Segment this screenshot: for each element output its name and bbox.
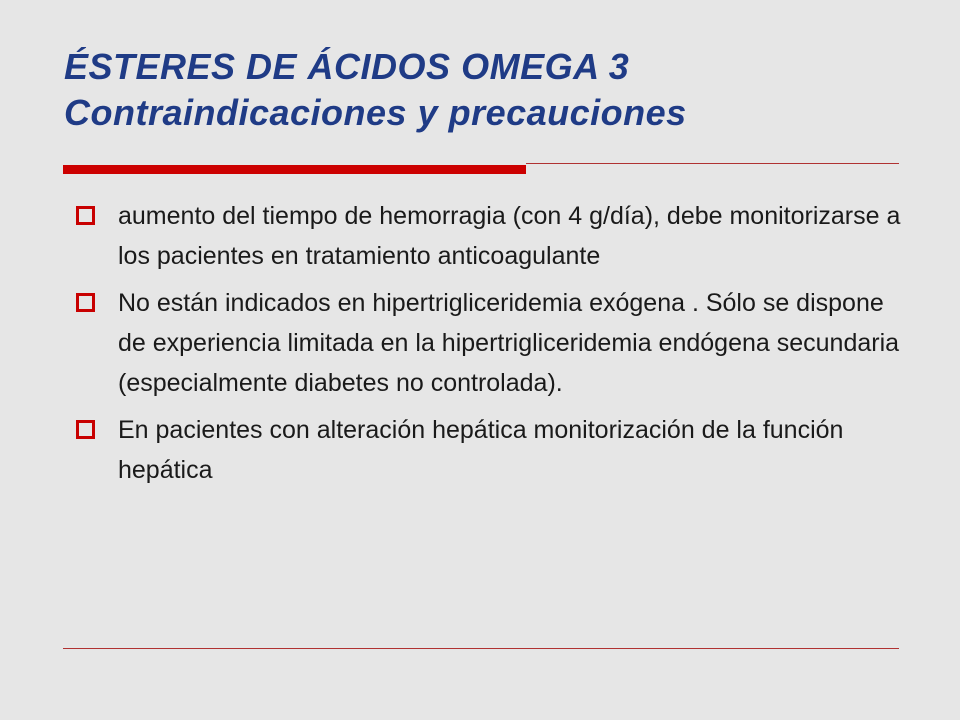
hollow-square-bullet-icon bbox=[76, 206, 95, 225]
hollow-square-bullet-icon bbox=[76, 293, 95, 312]
bullet-text: En pacientes con alteración hepática monitorización de la función hepática bbox=[118, 416, 844, 484]
bullet-list bbox=[72, 196, 902, 490]
bullet-text: aumento del tiempo de hemorragia (con 4 g/día), debe monitorizarse a los pacientes en tratamiento anticoagulante bbox=[118, 202, 901, 270]
title-line-2: Contraindicaciones y precauciones bbox=[64, 92, 687, 133]
bullet-item bbox=[72, 410, 902, 490]
bullet-item bbox=[72, 196, 902, 276]
footer-divider bbox=[63, 648, 899, 649]
slide-title bbox=[64, 44, 924, 136]
bullet-text: No están indicados en hipertrigliceridemia exógena . Sólo se dispone de experiencia limitada en la hipertrigliceridemia endógena secundaria (especialmente diabetes no controlada). bbox=[118, 289, 900, 397]
bullet-item bbox=[72, 283, 902, 403]
title-divider-thin bbox=[526, 163, 899, 164]
hollow-square-bullet-icon bbox=[76, 420, 95, 439]
title-divider-accent-bar bbox=[63, 165, 526, 174]
title-line-1: ÉSTERES DE ÁCIDOS OMEGA 3 bbox=[64, 46, 630, 87]
